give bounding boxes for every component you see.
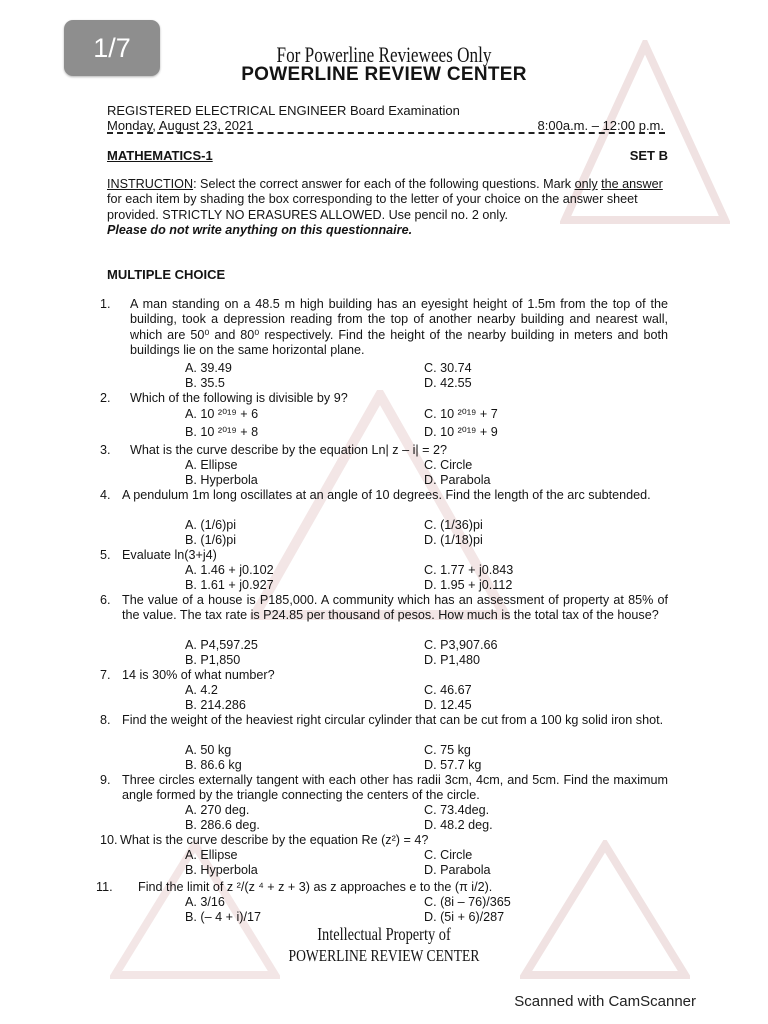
question-text: The value of a house is P185,000. A community which has an assessment of property at 85% of the value. The tax rate is P24.85 per thousand of pesos. How much is the total tax of the house?: [122, 593, 668, 623]
question-number: 5.: [100, 548, 111, 562]
question-number: 10.: [100, 833, 118, 847]
choice-b: B. 35.5: [185, 376, 225, 390]
instruction-only: only: [574, 177, 598, 191]
review-center-title: POWERLINE REVIEW CENTER: [241, 64, 527, 85]
question-number: 9.: [100, 773, 111, 787]
choice-b: B. 86.6 kg: [185, 758, 242, 772]
choice-b: B. Hyperbola: [185, 473, 258, 487]
instruction-block: [107, 177, 667, 238]
choice-b: B. 286.6 deg.: [185, 818, 260, 832]
choice-b: B. (– 4 + i)/17: [185, 910, 261, 924]
dashed-divider: [107, 132, 665, 134]
exam-time: 8:00a.m. – 12:00 p.m.: [537, 118, 664, 133]
choice-d: D. 42.55: [424, 376, 472, 390]
section-title: MULTIPLE CHOICE: [107, 267, 226, 282]
choice-a: A. 50 kg: [185, 743, 232, 757]
question-number: 4.: [100, 488, 111, 502]
scanner-credit: Scanned with CamScanner: [514, 993, 696, 1010]
choice-d: D. 1.95 + j0.112: [424, 578, 513, 592]
choice-a: A. 3/16: [185, 895, 225, 909]
choice-b: B. 10 ²⁰¹⁹ + 8: [185, 425, 259, 439]
choice-b: B. P1,850: [185, 653, 241, 667]
question-number: 3.: [100, 443, 111, 457]
instruction-text-2: for each item by shading the box corresponding to the letter of your choice on the answer sheet provided. STRICTLY NO ERASURES ALLOWED. Use pencil no. 2 only.: [107, 192, 638, 222]
choice-c: C. (1/36)pi: [424, 518, 483, 532]
question-text: What is the curve describe by the equation Re (z²) = 4?: [120, 833, 429, 847]
exam-title: REGISTERED ELECTRICAL ENGINEER Board Examination: [107, 103, 460, 118]
handwritten-title: For Powerline Reviewees Only: [276, 42, 492, 67]
choice-a: A. P4,597.25: [185, 638, 258, 652]
choice-c: C. 10 ²⁰¹⁹ + 7: [424, 407, 498, 421]
choice-c: C. (8i – 76)/365: [424, 895, 511, 909]
choice-d: D. (5i + 6)/287: [424, 910, 505, 924]
choice-b: B. (1/6)pi: [185, 533, 237, 547]
choice-c: C. 1.77 + j0.843: [424, 563, 514, 577]
question-number: 2.: [100, 391, 111, 405]
instruction-warning: Please do not write anything on this questionnaire.: [107, 222, 413, 237]
choice-c: C. 73.4deg.: [424, 803, 490, 817]
choice-a: A. (1/6)pi: [185, 518, 237, 532]
set-label: SET B: [629, 148, 668, 163]
choice-a: A. 39.49: [185, 361, 232, 375]
choice-c: C. 46.67: [424, 683, 472, 697]
instruction-text-1: : Select the correct answer for each of the following questions. Mark: [193, 177, 575, 191]
choice-d: D. 57.7 kg: [424, 758, 482, 772]
subject-title: MATHEMATICS-1: [107, 148, 213, 163]
choice-d: D. 48.2 deg.: [424, 818, 493, 832]
question-text: What is the curve describe by the equation Ln| z – i| = 2?: [130, 443, 448, 457]
question-text: A man standing on a 48.5 m high building has an eyesight height of 1.5m from the top of the building, took a depression reading from the top of another nearby building and nearest wall, which are 50⁰ and 80⁰ respectively. Find the height of the nearby building in meters and both buildings lie on the same horizontal plane.: [130, 297, 668, 358]
question-number: 7.: [100, 668, 111, 682]
choice-d: D. Parabola: [424, 863, 491, 877]
question-text: Which of the following is divisible by 9?: [130, 391, 348, 405]
choice-a: A. 270 deg.: [185, 803, 250, 817]
choice-a: A. Ellipse: [185, 848, 238, 862]
choice-c: C. P3,907.66: [424, 638, 498, 652]
choice-a: A. Ellipse: [185, 458, 238, 472]
footer-center-line: POWERLINE REVIEW CENTER: [288, 946, 480, 965]
choice-b: B. 214.286: [185, 698, 246, 712]
choice-b: B. Hyperbola: [185, 863, 258, 877]
choice-d: D. 12.45: [424, 698, 472, 712]
question-text: 14 is 30% of what number?: [122, 668, 275, 682]
choice-d: D. 10 ²⁰¹⁹ + 9: [424, 425, 498, 439]
question-text: Three circles externally tangent with each other has radii 3cm, 4cm, and 5cm. Find the maximum angle formed by the triangle connecting the centers of the circle.: [122, 773, 668, 803]
question-number: 11.: [96, 880, 113, 894]
choice-a: A. 10 ²⁰¹⁹ + 6: [185, 407, 259, 421]
question-text: A pendulum 1m long oscillates at an angle of 10 degrees. Find the length of the arc subtended.: [122, 488, 651, 502]
question-number: 6.: [100, 593, 111, 607]
choice-a: A. 1.46 + j0.102: [185, 563, 274, 577]
instruction-the-answer: the answer: [601, 177, 663, 191]
choice-c: C. Circle: [424, 458, 473, 472]
choice-c: C. 75 kg: [424, 743, 471, 757]
choice-c: C. Circle: [424, 848, 473, 862]
exam-date: Monday, August 23, 2021: [107, 118, 254, 133]
question-text: Evaluate ln(3+j4): [122, 548, 217, 562]
choice-d: D. P1,480: [424, 653, 481, 667]
choice-c: C. 30.74: [424, 361, 472, 375]
question-number: 1.: [100, 297, 111, 311]
footer-ip-line: Intellectual Property of: [317, 924, 451, 944]
question-text: Find the weight of the heaviest right circular cylinder that can be cut from a 100 kg solid iron shot.: [122, 713, 664, 727]
instruction-label: INSTRUCTION: [107, 177, 194, 191]
choice-a: A. 4.2: [185, 683, 218, 697]
question-number: 8.: [100, 713, 111, 727]
choice-d: D. (1/18)pi: [424, 533, 483, 547]
page-indicator-badge: 1/7: [64, 20, 160, 76]
question-text: Find the limit of z ²/(z ⁴ + z + 3) as z approaches e to the (π i/2).: [138, 880, 493, 894]
choice-d: D. Parabola: [424, 473, 491, 487]
choice-b: B. 1.61 + j0.927: [185, 578, 274, 592]
